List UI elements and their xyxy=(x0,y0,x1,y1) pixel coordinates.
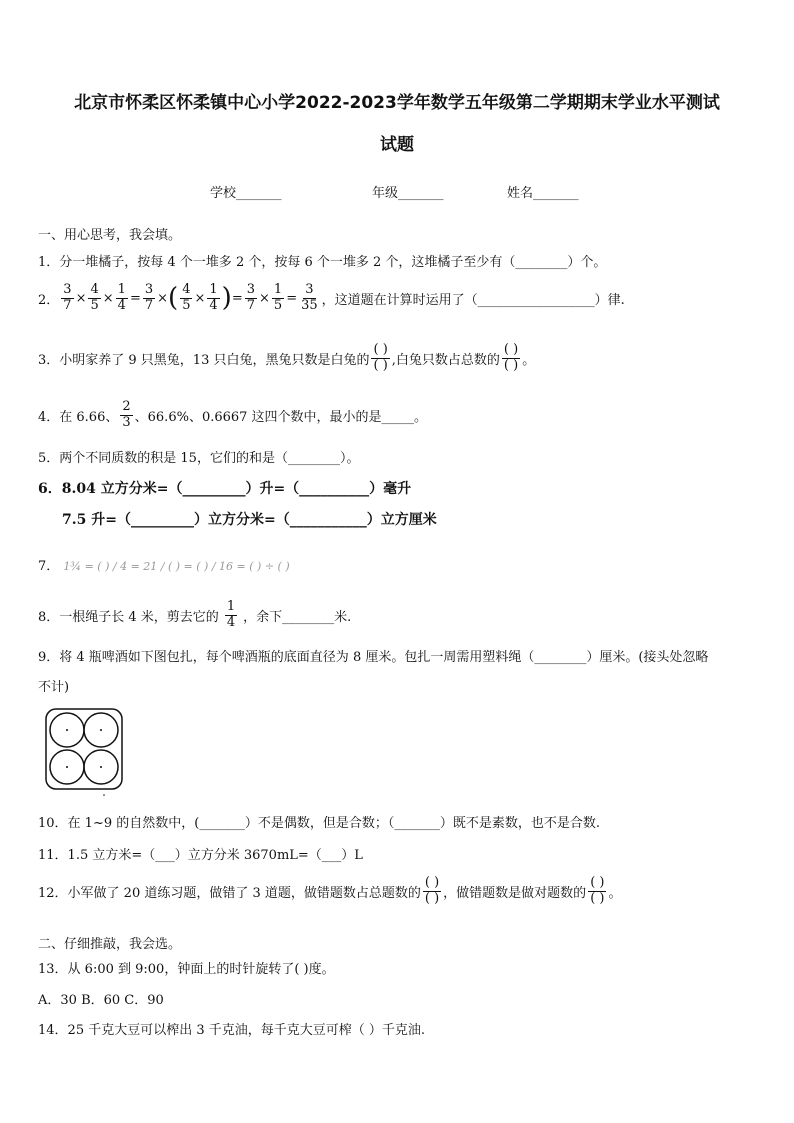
name-field[interactable]: 姓名_______ xyxy=(507,186,579,201)
section-heading: 二、仔细推敲，我会选。 xyxy=(38,937,182,952)
page-title: 北京市怀柔区怀柔镇中心小学2022-2023学年数学五年级第二学期期末学业水平测试 xyxy=(74,93,720,113)
question-6-line1: 6．8.04 立方分米=（_________）升=（__________）毫升 xyxy=(38,481,412,497)
section-heading: 一、用心思考，我会填。 xyxy=(38,228,182,243)
question-1: 1．分一堆橘子，按每 4 个一堆多 2 个，按每 6 个一堆多 2 个，这堆橘子至少有（________）个。 xyxy=(38,255,607,270)
question-9-cont: 不计) xyxy=(38,680,70,695)
question-4: 4．在 6.66、 $\frac{2}{3}$ 、66.6%、0.6667 这四个数中，最小的是_____。 xyxy=(38,399,428,430)
question-8: 8．一根绳子长 4 米，剪去它的 $\frac{1}{4}$ ，余下________米. xyxy=(38,599,352,630)
question-14: 14．25 千克大豆可以榨出 3 千克油，每千克大豆可榨（ ）千克油. xyxy=(38,1023,426,1038)
question-5: 5．两个不同质数的积是 15，它们的和是（________）。 xyxy=(38,451,360,466)
question-11: 11．1.5 立方米=（___）立方分米 3670mL=（___）L xyxy=(38,848,363,863)
question-6-line2: 7.5 升=（_________）立方分米=（___________）立方厘米 xyxy=(62,512,437,528)
question-3: 3．小明家养了 9 只黑兔，13 只白兔，黑兔只数是白兔的 $\frac{( )}{( )}$ ,白兔只数占总数的 $\frac{( )}{( )}$ 。 xyxy=(38,342,536,373)
answer-fraction[interactable]: $\frac{( )}{( )}$ xyxy=(503,342,519,373)
question-10: 10．在 1~9 的自然数中，(_______）不是偶数，但是合数；（_______）既不是素数，也不是合数. xyxy=(38,816,600,831)
question-13-options: A．30 B．60 C．90 xyxy=(38,993,164,1008)
question-7: 7． 1¾ = ( ) / 4 = 21 / ( ) = ( ) / 16 = ( ) ÷ ( ) xyxy=(38,559,290,574)
question-9: 9．将 4 瓶啤酒如下图包扎，每个啤酒瓶的底面直径为 8 厘米。包扎一周需用塑料绳（________）厘米。(接头处忽略 xyxy=(38,650,709,665)
answer-fraction[interactable]: $\frac{( )}{( )}$ xyxy=(373,342,388,373)
answer-fraction[interactable]: $\frac{( )}{( )}$ xyxy=(424,875,440,906)
school-field[interactable]: 学校_______ xyxy=(210,186,282,201)
question-2: 2． $\frac{3}{7}$ × $\frac{4}{5}$ × $\frac{1}{4}$ = $\frac{3}{7}$ × ( $\frac{4}{5}$ × $\frac{1}{4}$ ) = $\frac{3}{7}$ × $\frac{1}{5}$ = $\frac{3}{35}$ ，这道题在计算时运用了（__________________）律. xyxy=(38,282,625,314)
bottles-diagram xyxy=(44,706,124,798)
page-title-cont: 试题 xyxy=(380,135,414,155)
question-13: 13．从 6:00 到 9:00，钟面上的时针旋转了( )度。 xyxy=(38,962,335,977)
grade-field[interactable]: 年级_______ xyxy=(372,186,444,201)
question-12: 12．小军做了 20 道练习题，做错了 3 道题，做错题数占总题数的 $\frac{( )}{( )}$ ，做错题数是做对题数的 $\frac{( )}{( )}$ 。 xyxy=(38,875,622,906)
answer-fraction[interactable]: $\frac{( )}{( )}$ xyxy=(590,875,605,906)
